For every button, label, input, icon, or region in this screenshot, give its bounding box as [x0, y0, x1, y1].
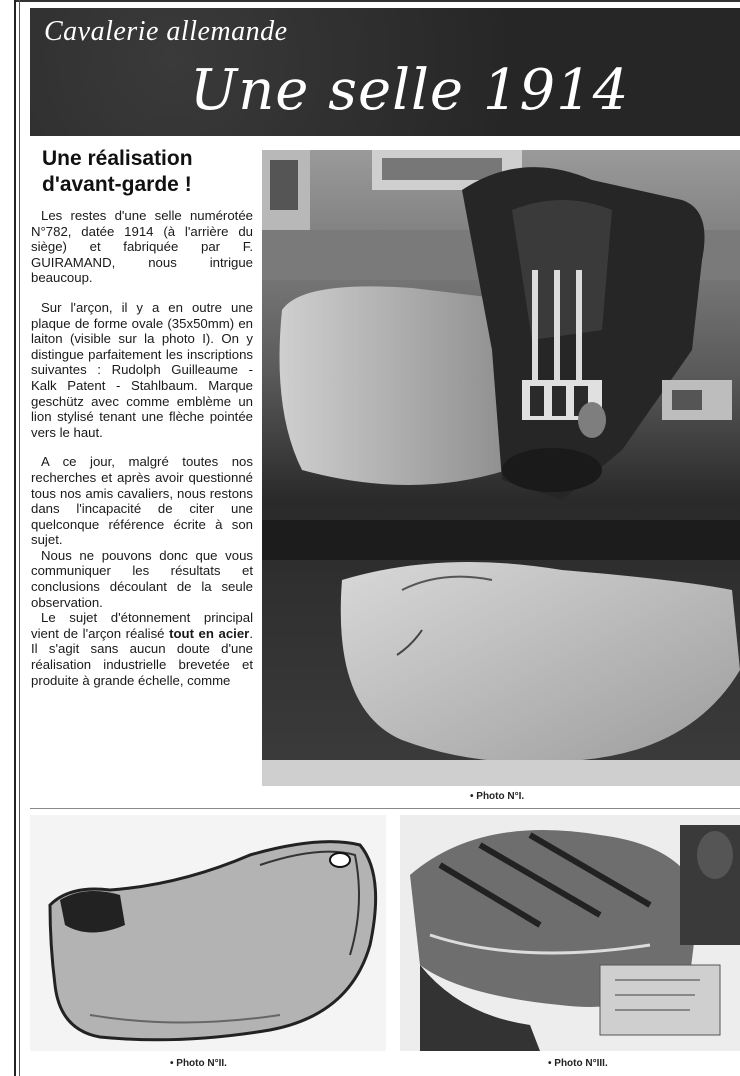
paragraph-5-start: Le sujet d'étonnement principal vient de l'arçon réalisé [31, 610, 253, 641]
paragraph-3: A ce jour, malgré toutes nos recherches et après avoir questionné tous nos amis cavaliers, nous restons dans l'incapacité de citer une quelconque référence écrite à son sujet. [31, 454, 253, 548]
page-top-rule [14, 0, 740, 2]
photo-1-illustration [262, 150, 740, 786]
title-banner [30, 8, 740, 136]
paragraph-5-bold: tout en acier [169, 625, 250, 641]
article-body [31, 208, 253, 688]
article-headline: Une selle 1914 [190, 58, 630, 123]
paragraph-4: Nous ne pouvons donc que vous communiquer les résultats et conclusions découlant de la seule observation. [31, 547, 253, 610]
photo-2-caption: • Photo N°II. [170, 1058, 227, 1069]
article-subhead: Une réalisation d'avant-garde ! [42, 147, 193, 196]
photo-3-illustration [400, 815, 740, 1051]
paragraph-2: Sur l'arçon, il y a en outre une plaque de forme ovale (35x50mm) en laiton (visible sur la photo I). On y distingue parfaitement les inscriptions suivantes : Rudolph Guilleaume - Kalk Patent - Stahlbaum. Marque geschütz avec comme emblème un lion stylisé tenant une flèche pointée vers le haut. [31, 299, 253, 440]
photos-divider [30, 808, 740, 809]
photo-3-caption: • Photo N°III. [548, 1058, 608, 1069]
page-left-rule [14, 0, 16, 1076]
paragraph-1: Les restes d'une selle numérotée N°782, datée 1914 (à l'arrière du siège) et fabriquée par F. GUIRAMAND, nous intrigue beaucoup. [31, 208, 253, 286]
photo-tree-underside [400, 815, 740, 1051]
photo-1-caption: • Photo N°I. [470, 791, 525, 802]
photo-leather-seat [30, 815, 386, 1051]
photo-2-illustration [30, 815, 386, 1051]
paragraph-5 [31, 610, 253, 688]
photo-saddle-tree [262, 150, 740, 786]
paragraph-5-end: . Il s'agit sans aucun doute d'une réalisation industrielle brevetée et produite à grande échelle, comme [31, 625, 253, 688]
page-left-rule-inner [19, 0, 20, 1076]
section-kicker: Cavalerie allemande [44, 16, 288, 47]
